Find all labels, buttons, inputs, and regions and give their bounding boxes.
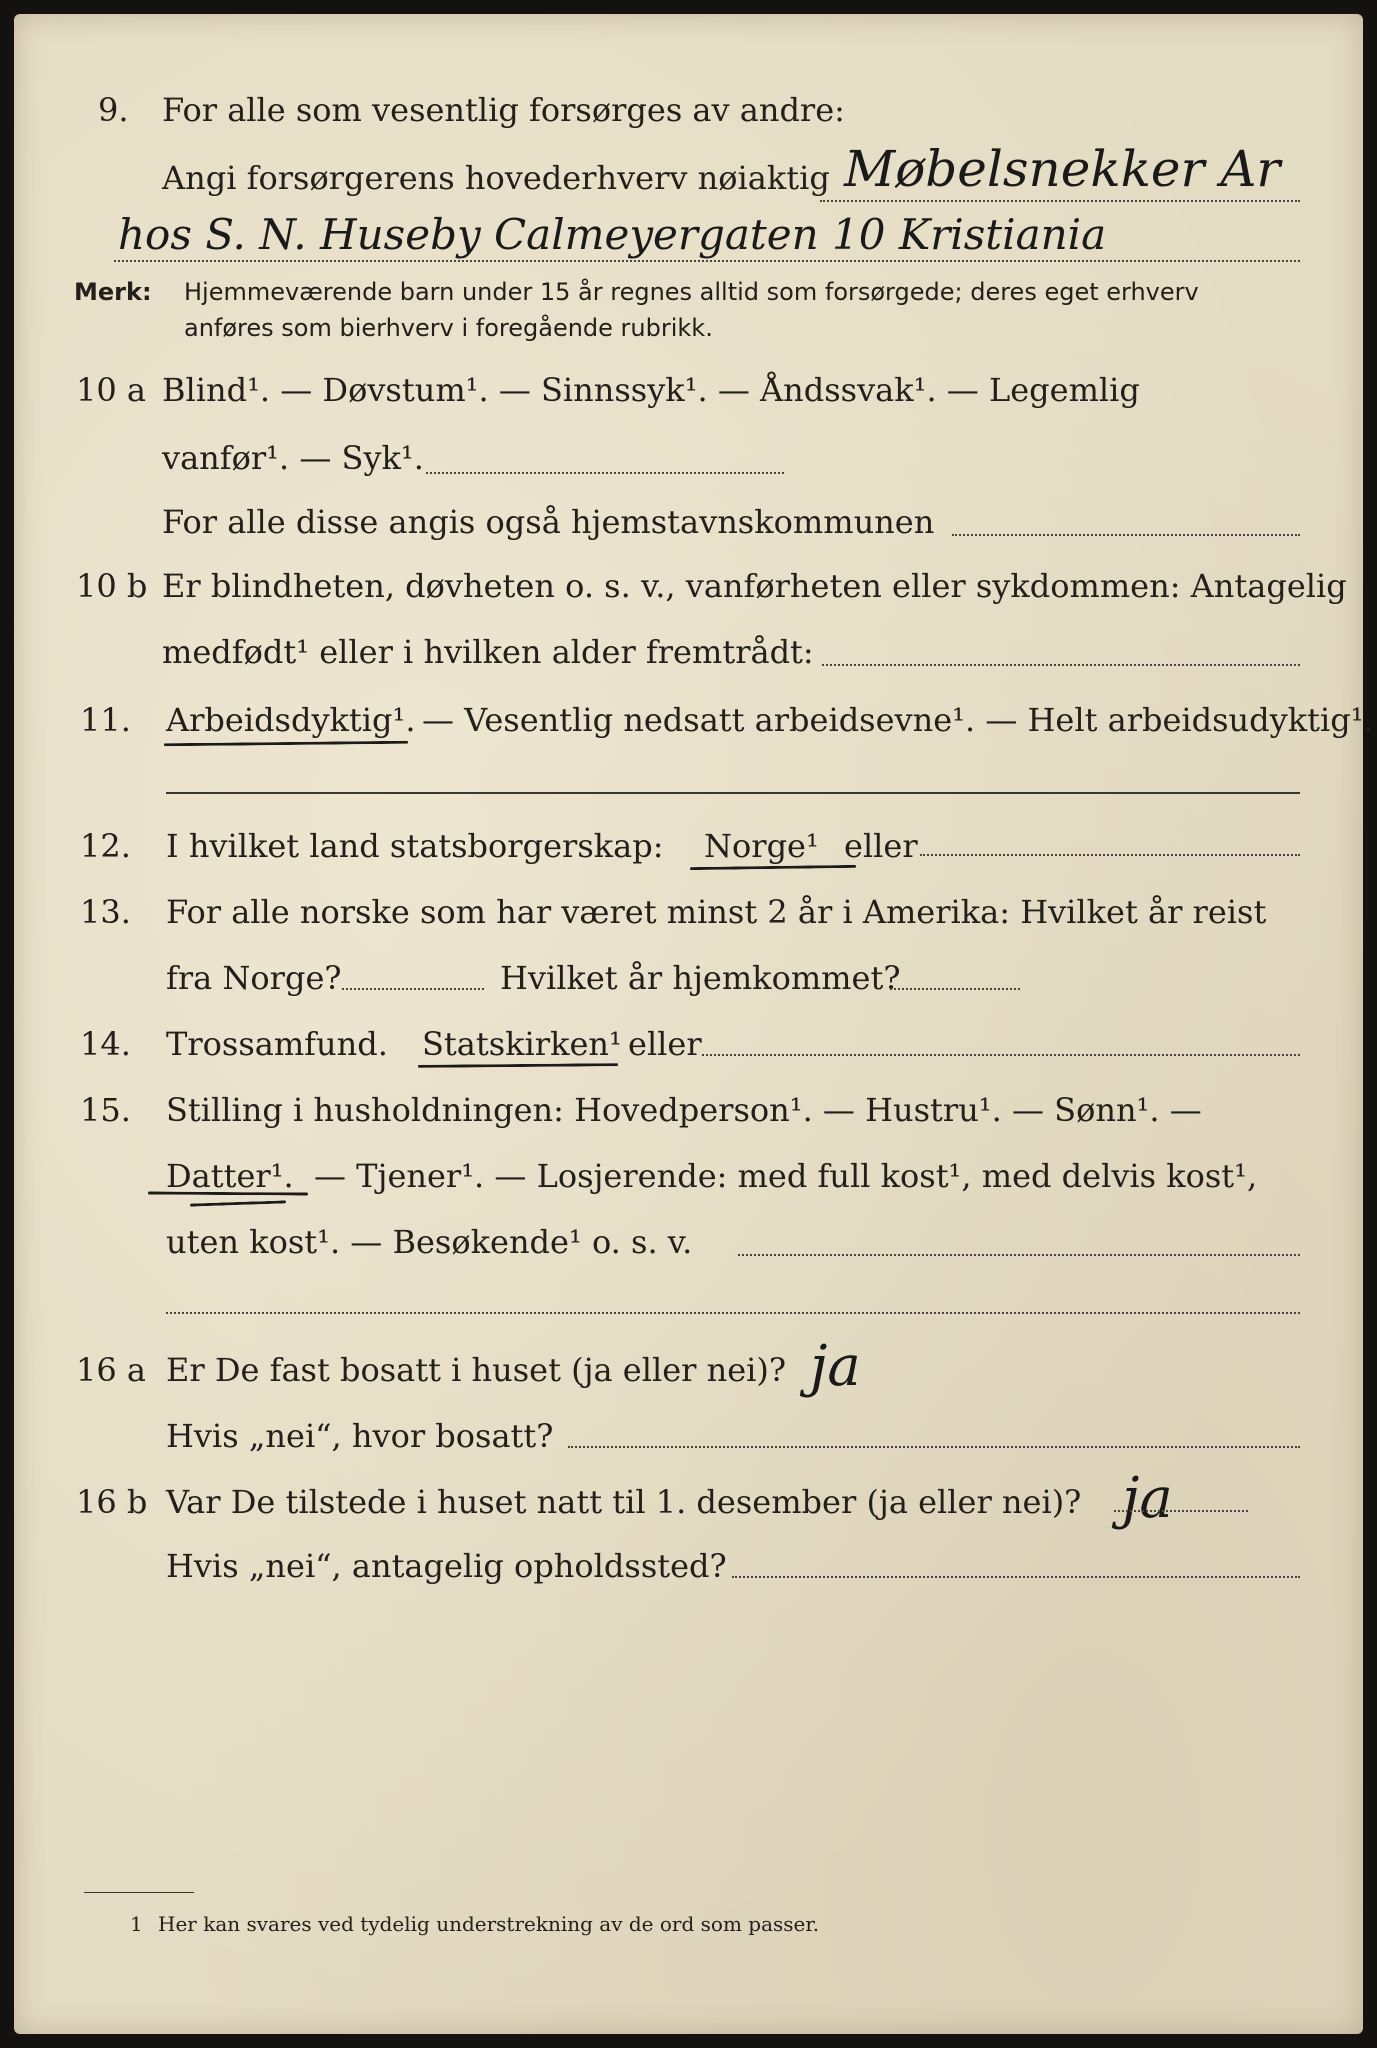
q10a-number: 10 a [76, 371, 146, 409]
q16a-handwritten-answer: ja [810, 1334, 861, 1399]
q11-number: 11. [80, 701, 131, 739]
footnote-rule [84, 1892, 194, 1893]
q15-answer-line [738, 1254, 1300, 1256]
merk-line1: Hjemmeværende barn under 15 år regnes alltid som forsørgede; deres eget erhverv [184, 278, 1199, 306]
q15-option-datter: Datter¹. [166, 1157, 294, 1195]
q13-hjemkommet-label: Hvilket år hjemkommet? [500, 959, 901, 997]
q14-question: Trossamfund. [166, 1025, 388, 1063]
q9-answer-line-2 [114, 260, 1300, 262]
footnote-mark: 1 [130, 1912, 143, 1936]
q13-line1: For alle norske som har været minst 2 år i Amerika: Hvilket år reist [166, 893, 1267, 931]
q14-number: 14. [80, 1025, 131, 1063]
q16a-number: 16 a [76, 1351, 146, 1389]
q10a-line3: For alle disse angis også hjemstavnskommunen [162, 503, 935, 541]
q16b-question: Var De tilstede i huset natt til 1. desember (ja eller nei)? [166, 1483, 1082, 1521]
q12-answer-line [920, 854, 1300, 856]
q13-reist-answer-line [342, 988, 484, 990]
q16b-handwritten-answer: ja [1122, 1466, 1173, 1531]
q10a-line2: vanfør¹. — Syk¹. [162, 439, 424, 477]
q12-question: I hvilket land statsborgerskap: [166, 827, 664, 865]
q16b-answer-line-2 [732, 1576, 1300, 1578]
q9-question: For alle som vesentlig forsørges av andre: [162, 91, 845, 129]
q13-hjemkommet-answer-line [890, 988, 1020, 990]
q9-answer-line [820, 200, 1300, 202]
q12-handwritten-underline [690, 865, 856, 870]
q15-line2: — Tjener¹. — Losjerende: med full kost¹, med delvis kost¹, [314, 1157, 1258, 1195]
q11-other-options: — Vesentlig nedsatt arbeidsevne¹. — Helt arbeidsudyktig¹. [422, 701, 1374, 739]
q15-line1: Stilling i husholdningen: Hovedperson¹. — Hustru¹. — Sønn¹. — [166, 1091, 1202, 1129]
q16b-answer-line [1114, 1510, 1248, 1512]
q16a-question: Er De fast bosatt i huset (ja eller nei)? [166, 1351, 787, 1389]
q10a-line1: Blind¹. — Døvstum¹. — Sinnssyk¹. — Åndssvak¹. — Legemlig [162, 371, 1140, 409]
q9-handwritten-provider: hos S. N. Huseby Calmeyergaten 10 Kristiania [118, 210, 1107, 259]
q14-option-statskirken: Statskirken¹ [422, 1025, 622, 1063]
q11-handwritten-underline [164, 741, 408, 747]
q9-handwritten-occupation: Møbelsnekker Ar [844, 140, 1281, 198]
q10b-line1: Er blindheten, døvheten o. s. v., vanførheten eller sykdommen: Antagelig [162, 567, 1347, 605]
q15-answer-line-2 [166, 1312, 1300, 1314]
q16a-answer-line [568, 1446, 1300, 1448]
q9-number: 9. [98, 91, 129, 129]
q12-eller: eller [844, 827, 918, 865]
q14-handwritten-underline [418, 1063, 618, 1068]
q10a-answer-line [426, 472, 784, 474]
q10a-hjemstavn-line [952, 534, 1300, 536]
q16a-line2: Hvis „nei“, hvor bosatt? [166, 1417, 554, 1455]
q10b-answer-line [822, 664, 1300, 666]
merk-line2: anføres som bierhverv i foregående rubrikk. [184, 314, 713, 342]
footnote-text: Her kan svares ved tydelig understrekning av de ord som passer. [158, 1912, 820, 1936]
q13-number: 13. [80, 893, 131, 931]
q14-answer-line [702, 1054, 1300, 1056]
q9-prompt: Angi forsørgerens hovederhverv nøiaktig [162, 159, 830, 197]
q14-eller: eller [628, 1025, 702, 1063]
q11-option-arbeidsdyktig: Arbeidsdyktig¹. [166, 701, 416, 739]
form-page [14, 14, 1374, 2034]
q11-separator-line [166, 792, 1300, 794]
merk-label: Merk: [74, 278, 152, 306]
q15-number: 15. [80, 1091, 131, 1129]
q10b-line2: medfødt¹ eller i hvilken alder fremtrådt: [162, 633, 814, 671]
q12-option-norge: Norge¹ [704, 827, 819, 865]
q12-number: 12. [80, 827, 131, 865]
q13-reist-label: fra Norge? [166, 959, 342, 997]
q16b-number: 16 b [76, 1483, 148, 1521]
q15-handwritten-underline-2 [190, 1200, 286, 1206]
q15-line3: uten kost¹. — Besøkende¹ o. s. v. [166, 1223, 693, 1261]
q10b-number: 10 b [76, 567, 148, 605]
q16b-line2: Hvis „nei“, antagelig opholdssted? [166, 1547, 727, 1585]
